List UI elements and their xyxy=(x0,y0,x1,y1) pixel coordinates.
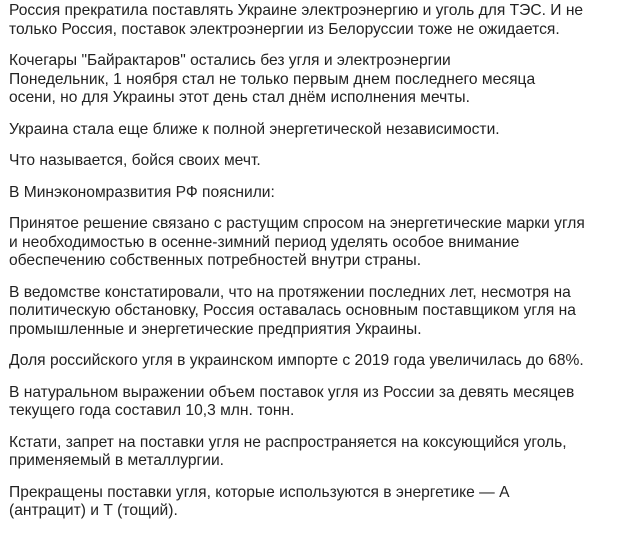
paragraph-quote: Принятое решение связано с растущим спросом на энергетические марки угля и необходимостью в осенне-зимний период уделять особое внимание обеспечению собственных потребностей внутри страны. xyxy=(9,215,585,269)
paragraph-dreams: Что называется, бойся своих мечт. xyxy=(9,152,261,169)
paragraph-volume: В натуральном выражении объем поставок угля из России за девять месяцев текущего года составил 10,3 млн. тонн. xyxy=(9,383,575,419)
paragraph-ministry: В Минэкономразвития РФ пояснили: xyxy=(9,183,275,201)
paragraph-intro: Россия прекратила поставлять Украине электроэнергию и уголь для ТЭС. И не только Россия, поставок электроэнергии из Белоруссии тоже не ожидается. xyxy=(9,2,584,38)
paragraph-share: Доля российского угля в украинском импорте с 2019 года увеличилась до 68%. xyxy=(9,352,584,369)
paragraph-supplier: В ведомстве констатировали, что на протяжении последних лет, несмотря на политическую обстановку, Россия оставалась основным поставщиком угля на промышленные и энергетические предприятия Украины. xyxy=(9,283,576,338)
paragraph-coal-grades: Прекращены поставки угля, которые используются в энергетике — А (антрацит) и Т (тощий). xyxy=(9,483,510,519)
paragraph-independence: Украина стала еще ближе к полной энергетической независимости. xyxy=(9,120,500,138)
paragraph-stokers: Кочегары "Байрактаров" остались без угля и электроэнергии Понедельник, 1 ноября стал не только первым днем последнего месяца осени, но для Украины этот день стал днём исполнения мечты. xyxy=(9,52,536,106)
paragraph-coking-coal: Кстати, запрет на поставки угля не распространяется на коксующийся уголь, применяемый в металлургии. xyxy=(9,433,567,469)
